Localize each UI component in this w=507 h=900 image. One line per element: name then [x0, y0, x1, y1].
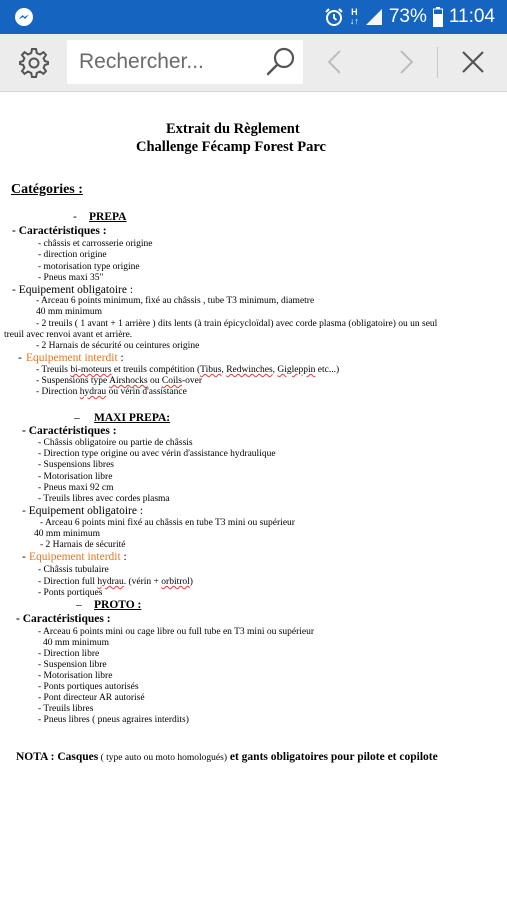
list-item: - Direction full hydrau. (vérin + orbitrol)	[38, 577, 193, 587]
list-item: - Pneus maxi 92 cm	[38, 483, 114, 493]
list-item: - Treuils bi-moteurs et treuils compétition (Tibus, Redwinches, Gigleppin etc...)	[36, 365, 340, 375]
status-bar	[0, 0, 507, 34]
list-item: - Ponts portiques autorisés	[38, 682, 139, 692]
list-item: 40 mm minimum	[36, 307, 102, 317]
prepa-heading: PREPA	[89, 211, 127, 223]
search-icon[interactable]	[265, 46, 297, 78]
list-item: - Pont directeur AR autorisé	[38, 693, 145, 703]
status-right	[324, 0, 495, 34]
signal-icon	[365, 8, 383, 26]
list-item: - Suspensions libres	[38, 460, 114, 470]
list-item: - motorisation type origine	[38, 262, 140, 272]
list-item: 40 mm minimum	[43, 638, 109, 648]
document-page	[0, 92, 507, 900]
list-item: - Direction libre	[38, 649, 100, 659]
search-input[interactable]	[79, 40, 259, 84]
list-item: - Direction type origine ou avec vérin d'assistance hydraulique	[38, 449, 276, 459]
maxi-prepa-heading: MAXI PREPA:	[94, 412, 171, 424]
proto-caracteristiques: - Caractéristiques :	[16, 613, 111, 625]
list-item: - Châssis tubulaire	[38, 565, 109, 575]
proto-heading: PROTO :	[94, 599, 142, 611]
list-item: - Direction hydrau ou vérin d'assistance	[36, 387, 187, 397]
gear-icon[interactable]	[19, 48, 49, 78]
list-item: - Ponts portiques	[38, 588, 103, 598]
list-item: - Motorisation libre	[38, 671, 113, 681]
battery-icon	[433, 7, 443, 27]
categories-heading: Catégories :	[11, 182, 83, 197]
list-item: 40 mm minimum	[34, 529, 100, 539]
prepa-caracteristiques: - Caractéristiques :	[12, 225, 107, 237]
battery-percent: 73%	[388, 6, 427, 27]
messenger-icon	[14, 7, 34, 27]
toolbar	[0, 34, 507, 92]
alarm-icon	[324, 7, 344, 27]
list-item: - 2 Harnais de sécurité ou ceintures origine	[36, 341, 200, 351]
document-title-line1: Extrait du Règlement	[166, 121, 300, 137]
list-item: - châssis et carrosserie origine	[38, 239, 153, 249]
toolbar-divider	[437, 47, 438, 78]
clock: 11:04	[448, 6, 495, 27]
list-item: - Motorisation libre	[38, 472, 113, 482]
chevron-right-icon[interactable]	[393, 49, 419, 75]
list-item: - Suspension libre	[38, 660, 107, 670]
prepa-equipement-interdit: Equipement interdit :	[26, 352, 124, 364]
search-box[interactable]	[67, 40, 303, 84]
list-item: - Arceau 6 points mini ou cage libre ou full tube en T3 mini ou supérieur	[38, 627, 315, 637]
list-item: - Arceau 6 points mini fixé au châssis en tube T3 mini ou supérieur	[40, 518, 295, 528]
maxi-prepa-interdit-dash: -	[22, 551, 26, 563]
list-item: - 2 treuils ( 1 avant + 1 arrière ) dits lents (à train épicycloïdal) avec corde plasma (obligatoire) ou un seul	[36, 319, 438, 329]
network-type-indicator: H ↓↑	[349, 7, 359, 26]
proto-heading-dash: –	[76, 599, 82, 611]
chevron-left-icon[interactable]	[322, 49, 348, 75]
list-item: - Pneus libres ( pneus agraires interdits)	[38, 715, 189, 725]
maxi-prepa-equipement-obligatoire: - Equipement obligatoire :	[22, 505, 144, 517]
list-item: - direction origine	[38, 250, 107, 260]
list-item: - Pneus maxi 35"	[38, 273, 104, 283]
prepa-interdit-dash: -	[18, 352, 22, 364]
list-item: - Treuils libres	[38, 704, 94, 714]
list-item: - Arceau 6 points minimum, fixé au châssis , tube T3 minimum, diametre	[36, 296, 315, 306]
nota-line: NOTA : Casques ( type auto ou moto homologués) et gants obligatoires pour pilote et copilote	[16, 751, 438, 763]
list-item: treuil avec renvoi avant et arrière.	[4, 330, 133, 340]
list-item: - Treuils libres avec cordes plasma	[38, 494, 170, 504]
maxi-prepa-heading-dash: –	[74, 412, 80, 424]
document-title-line2: Challenge Fécamp Forest Parc	[136, 139, 326, 155]
prepa-heading-dash: -	[73, 211, 77, 223]
prepa-equipement-obligatoire: - Equipement obligatoire :	[12, 284, 134, 296]
maxi-prepa-caracteristiques: - Caractéristiques :	[22, 425, 117, 437]
list-item: - Châssis obligatoire ou partie de châssis	[38, 438, 193, 448]
close-icon[interactable]	[460, 49, 486, 75]
list-item: - 2 Harnais de sécurité	[40, 540, 126, 550]
maxi-prepa-equipement-interdit: Equipement interdit :	[29, 551, 127, 563]
list-item: - Suspensions type Airshocks ou Coils-over	[36, 376, 202, 386]
